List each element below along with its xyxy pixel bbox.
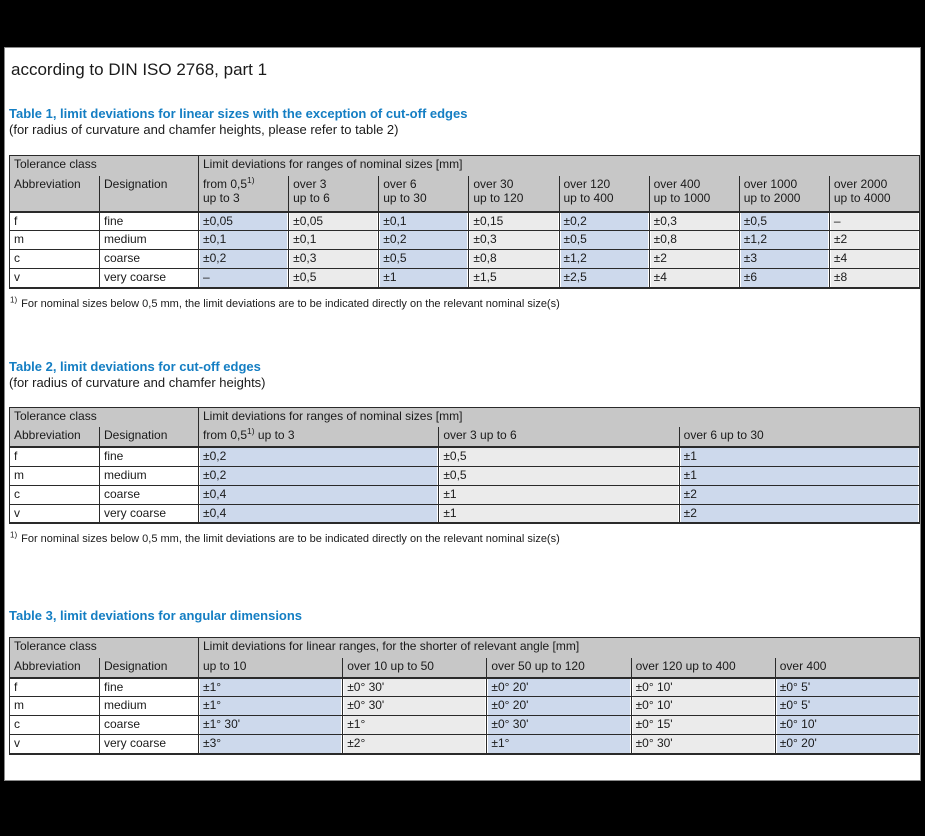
designation-cell: very coarse (100, 735, 199, 754)
range-column-header (679, 427, 919, 447)
value-cell: ±1° (199, 678, 343, 697)
designation-cell: very coarse (100, 269, 199, 288)
value-cell: ±0,3 (469, 231, 559, 250)
table3-header (10, 638, 920, 678)
value-cell: ±0° 15' (631, 716, 775, 735)
abbreviation-cell: f (10, 212, 100, 231)
table1-heading: Table 1, limit deviations for linear sizes with the exception of cut-off edges (9, 106, 468, 121)
range-column-header: over 400 (775, 658, 919, 678)
footnote-text: For nominal sizes below 0,5 mm, the limit deviations are to be indicated directly on the relevant nominal size(s) (21, 533, 560, 545)
value-cell: ±0,5 (439, 466, 679, 485)
value-cell: ±0,3 (289, 250, 379, 269)
abbreviation-cell: v (10, 269, 100, 288)
header-row (10, 427, 920, 447)
value-cell: ±0° 20' (487, 697, 631, 716)
value-cell: ±1° (487, 735, 631, 754)
range-line1: over 3 (293, 176, 327, 191)
range-line1: over 6 up to 30 (683, 428, 764, 442)
table2-body (10, 447, 920, 523)
value-cell: ±2 (679, 504, 919, 523)
table1-linear-sizes (9, 155, 920, 289)
range-column-header (289, 176, 379, 212)
value-cell: ±1 (379, 269, 469, 288)
value-cell: ±0° 30' (343, 678, 487, 697)
value-cell: ±0,4 (199, 485, 439, 504)
value-cell: ±1 (439, 504, 679, 523)
value-cell: ±1,5 (469, 269, 559, 288)
table-row (10, 504, 920, 523)
value-cell: ±3° (199, 735, 343, 754)
value-cell: ±0,1 (379, 212, 469, 231)
value-cell: ±0,2 (559, 212, 649, 231)
value-cell: ±0,8 (649, 231, 739, 250)
value-cell: ±0° 10' (631, 678, 775, 697)
range-line1: from 0,5 (203, 428, 248, 442)
designation-cell: fine (100, 447, 199, 466)
table2-subheading: (for radius of curvature and chamfer heights) (9, 374, 266, 390)
range-line2: up to 120 (473, 190, 524, 205)
designation-cell: very coarse (100, 504, 199, 523)
range-line1: over 6 (383, 176, 417, 191)
range-column-header (559, 176, 649, 212)
table-row (10, 231, 920, 250)
table-row (10, 697, 920, 716)
header-row (10, 407, 920, 427)
abbreviation-cell: m (10, 231, 100, 250)
value-cell: ±0,05 (199, 212, 289, 231)
table2-heading: Table 2, limit deviations for cut-off edges (9, 358, 261, 374)
table1-subheading: (for radius of curvature and chamfer heights, please refer to table 2) (9, 122, 399, 137)
range-column-header (379, 176, 469, 212)
abbreviation-cell: v (10, 504, 100, 523)
value-cell: ±0° 30' (487, 716, 631, 735)
range-line2: up to 1000 (653, 190, 711, 205)
header-row (10, 658, 920, 678)
tolerance-class-header: Tolerance class (10, 156, 199, 176)
value-cell: – (199, 269, 289, 288)
value-cell: – (829, 212, 919, 231)
range-column-header (469, 176, 559, 212)
value-cell: ±0,5 (739, 212, 829, 231)
value-cell: ±1° 30' (199, 716, 343, 735)
table3-heading: Table 3, limit deviations for angular dimensions (9, 608, 303, 623)
range-column-header: over 10 up to 50 (343, 658, 487, 678)
value-cell: ±0,1 (199, 231, 289, 250)
range-line1: over 120 (563, 176, 611, 191)
value-cell: ±1 (679, 466, 919, 485)
value-cell: ±2 (649, 250, 739, 269)
range-column-header (439, 427, 679, 447)
table-row (10, 716, 920, 735)
abbreviation-cell: c (10, 250, 100, 269)
value-cell: ±1 (679, 447, 919, 466)
tolerance-class-header: Tolerance class (10, 638, 199, 658)
value-cell: ±0,4 (199, 504, 439, 523)
range-line2: up to 3 (203, 190, 240, 205)
value-cell: ±0,1 (289, 231, 379, 250)
footnote-marker: 1) (10, 530, 18, 540)
value-cell: ±0,2 (199, 466, 439, 485)
value-cell: ±4 (829, 250, 919, 269)
designation-cell: coarse (100, 716, 199, 735)
table2-cutoff-edges (9, 407, 920, 525)
range-line1: over 3 up to 6 (443, 428, 517, 442)
range-column-header (199, 427, 439, 447)
designation-cell: fine (100, 678, 199, 697)
value-cell: ±0,5 (379, 250, 469, 269)
abbreviation-column-header: Abbreviation (10, 658, 100, 678)
value-cell: ±0,15 (469, 212, 559, 231)
range-line2: up to 3 (254, 428, 295, 442)
abbreviation-cell: f (10, 447, 100, 466)
range-line2: up to 30 (383, 190, 427, 205)
value-cell: ±2,5 (559, 269, 649, 288)
designation-cell: coarse (100, 485, 199, 504)
value-cell: ±1° (199, 697, 343, 716)
value-cell: ±1° (343, 716, 487, 735)
table-row (10, 678, 920, 697)
tolerance-class-header: Tolerance class (10, 407, 199, 427)
designation-column-header: Designation (100, 176, 199, 212)
range-column-header (649, 176, 739, 212)
footnote-text: For nominal sizes below 0,5 mm, the limit deviations are to be indicated directly on the relevant nominal size(s) (21, 297, 560, 310)
table-row (10, 212, 920, 231)
value-cell: ±0,8 (469, 250, 559, 269)
abbreviation-cell: c (10, 485, 100, 504)
value-cell: ±2 (679, 485, 919, 504)
value-cell: ±0° 20' (775, 735, 919, 754)
header-row (10, 638, 920, 658)
header-row (10, 176, 920, 212)
value-cell: ±0° 30' (631, 735, 775, 754)
value-cell: ±2 (829, 231, 919, 250)
value-cell: ±6 (739, 269, 829, 288)
abbreviation-column-header: Abbreviation (10, 176, 100, 212)
table-row (10, 485, 920, 504)
range-line2: up to 2000 (743, 190, 801, 205)
table-row (10, 735, 920, 754)
designation-column-header: Designation (100, 427, 199, 447)
document-page (4, 47, 921, 781)
limit-deviations-group-header: Limit deviations for ranges of nominal sizes [mm] (199, 407, 920, 427)
value-cell: ±0,3 (649, 212, 739, 231)
footnote-marker: 1) (247, 427, 255, 436)
table-row (10, 447, 920, 466)
abbreviation-cell: m (10, 697, 100, 716)
range-line1: over 30 (473, 176, 514, 191)
range-column-header (739, 176, 829, 212)
limit-deviations-group-header: Limit deviations for ranges of nominal sizes [mm] (199, 156, 920, 176)
table1-header (10, 156, 920, 212)
value-cell: ±0° 5' (775, 678, 919, 697)
designation-cell: medium (100, 466, 199, 485)
page-title: according to DIN ISO 2768, part 1 (11, 60, 268, 79)
designation-cell: medium (100, 231, 199, 250)
value-cell: ±1,2 (559, 250, 649, 269)
range-column-header: over 50 up to 120 (487, 658, 631, 678)
value-cell: ±0° 10' (775, 716, 919, 735)
range-column-header (829, 176, 919, 212)
value-cell: ±0° 20' (487, 678, 631, 697)
value-cell: ±8 (829, 269, 919, 288)
designation-cell: medium (100, 697, 199, 716)
value-cell: ±0,5 (289, 269, 379, 288)
table-row (10, 466, 920, 485)
value-cell: ±0,5 (439, 447, 679, 466)
value-cell: ±2° (343, 735, 487, 754)
footnote-marker: 1) (10, 294, 18, 304)
table3-angular-dimensions (9, 637, 920, 755)
designation-column-header: Designation (100, 658, 199, 678)
range-line1: over 1000 (743, 176, 798, 191)
value-cell: ±0,2 (199, 447, 439, 466)
value-cell: ±0° 5' (775, 697, 919, 716)
designation-cell: coarse (100, 250, 199, 269)
value-cell: ±0° 30' (343, 697, 487, 716)
abbreviation-cell: c (10, 716, 100, 735)
value-cell: ±0,2 (199, 250, 289, 269)
header-row (10, 156, 920, 176)
table1-body (10, 212, 920, 288)
table-row (10, 250, 920, 269)
range-line2: up to 400 (563, 190, 614, 205)
table3-body (10, 678, 920, 754)
range-line1: over 2000 (833, 176, 888, 191)
range-line2: up to 4000 (833, 190, 891, 205)
value-cell: ±1 (439, 485, 679, 504)
value-cell: ±4 (649, 269, 739, 288)
range-column-header (199, 176, 289, 212)
footnote (10, 532, 917, 546)
limit-deviations-group-header: Limit deviations for linear ranges, for the shorter of relevant angle [mm] (199, 638, 920, 658)
table2-header (10, 407, 920, 447)
value-cell: ±3 (739, 250, 829, 269)
value-cell: ±0,5 (559, 231, 649, 250)
designation-cell: fine (100, 212, 199, 231)
range-line1: over 400 (653, 176, 701, 191)
value-cell: ±0,05 (289, 212, 379, 231)
table-row (10, 269, 920, 288)
abbreviation-cell: m (10, 466, 100, 485)
range-line1: from 0,5 (203, 176, 248, 191)
value-cell: ±0,2 (379, 231, 469, 250)
value-cell: ±1,2 (739, 231, 829, 250)
footnote (10, 294, 917, 311)
abbreviation-cell: v (10, 735, 100, 754)
range-column-header: up to 10 (199, 658, 343, 678)
range-column-header: over 120 up to 400 (631, 658, 775, 678)
footnote-marker: 1) (247, 175, 255, 185)
abbreviation-cell: f (10, 678, 100, 697)
range-line2: up to 6 (293, 190, 330, 205)
value-cell: ±0° 10' (631, 697, 775, 716)
abbreviation-column-header: Abbreviation (10, 427, 100, 447)
